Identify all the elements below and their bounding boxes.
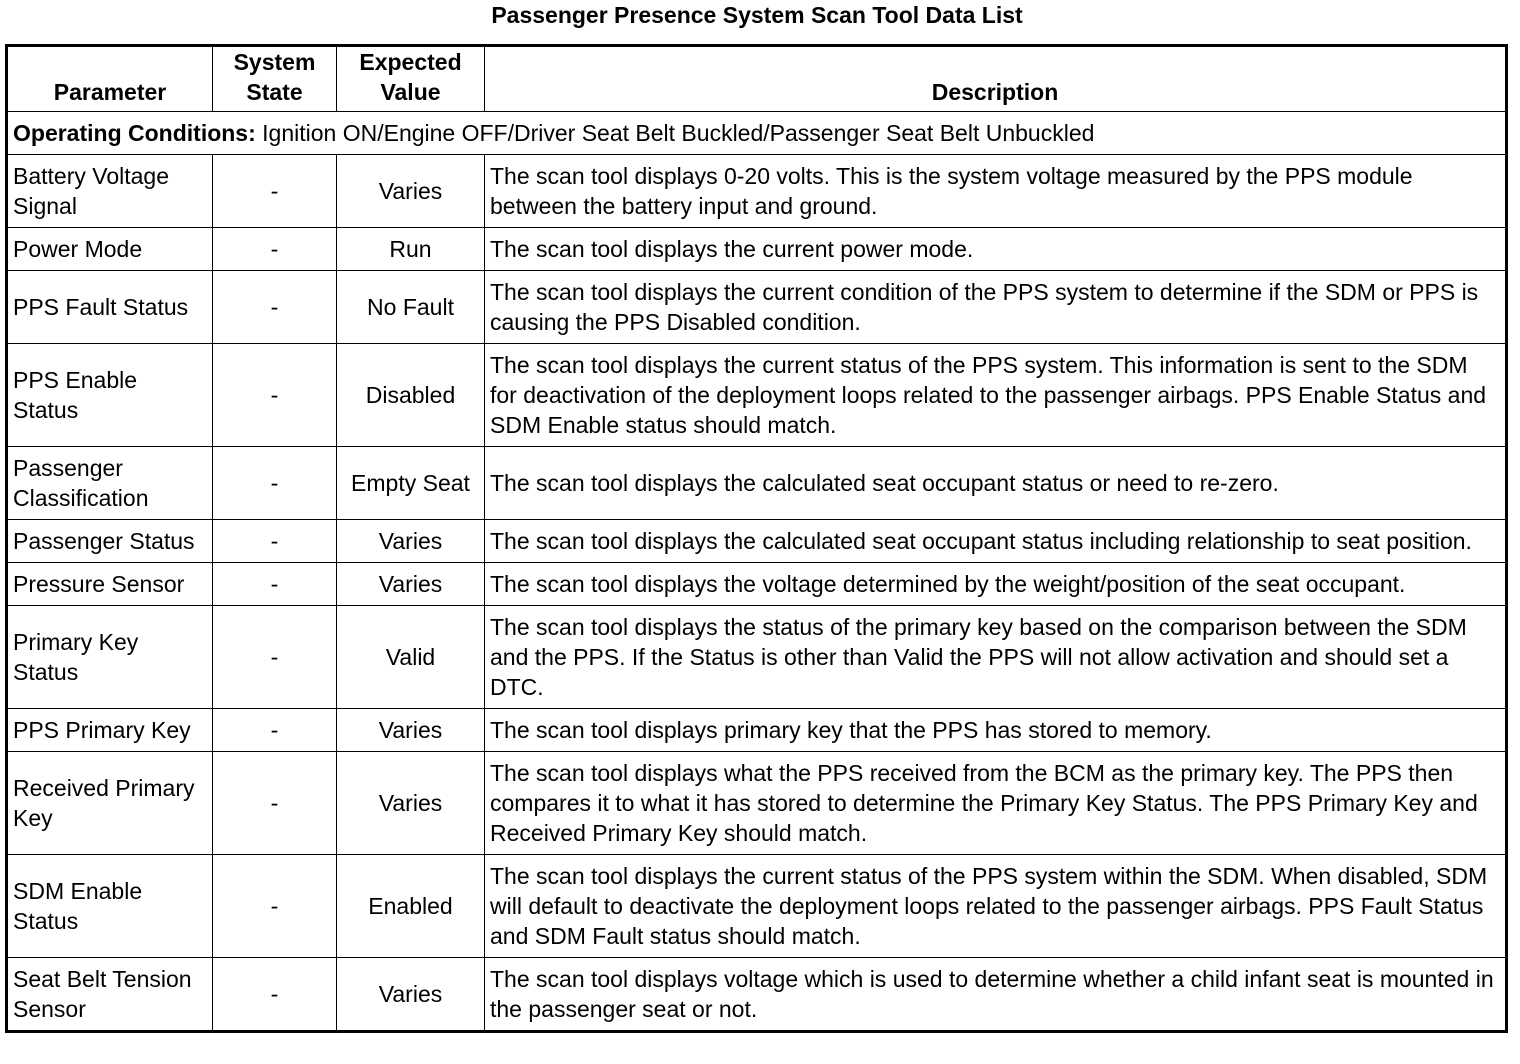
header-system-state	[213, 46, 337, 112]
description-cell: The scan tool displays voltage which is used to determine whether a child infant seat is mounted in the passenger seat or not.	[485, 958, 1507, 1032]
description-cell: The scan tool displays the current power mode.	[485, 228, 1507, 271]
operating-conditions-text: Ignition ON/Engine OFF/Driver Seat Belt Buckled/Passenger Seat Belt Unbuckled	[255, 120, 1095, 146]
expected-value-cell: Disabled	[337, 344, 485, 447]
description-cell: The scan tool displays what the PPS received from the BCM as the primary key. The PPS then compares it to what it has stored to determine the Primary Key Status. The PPS Primary Key and Received Primary Key should match.	[485, 752, 1507, 855]
description-cell: The scan tool displays primary key that the PPS has stored to memory.	[485, 709, 1507, 752]
table-row	[7, 447, 1507, 520]
scan-tool-data-table	[5, 44, 1508, 1033]
table-row	[7, 958, 1507, 1032]
table-row	[7, 709, 1507, 752]
description-cell: The scan tool displays the current status of the PPS system. This information is sent to the SDM for deactivation of the deployment loops related to the passenger airbags. PPS Enable Status and SDM Enable status should match.	[485, 344, 1507, 447]
operating-conditions-label: Operating Conditions:	[13, 120, 256, 146]
parameter-cell: Passenger Classification	[7, 447, 213, 520]
description-cell: The scan tool displays the calculated seat occupant status including relationship to seat position.	[485, 520, 1507, 563]
system-state-cell: -	[213, 271, 337, 344]
parameter-cell: Battery Voltage Signal	[7, 155, 213, 228]
table-row	[7, 155, 1507, 228]
table-row	[7, 344, 1507, 447]
table-row	[7, 563, 1507, 606]
system-state-cell: -	[213, 958, 337, 1032]
description-cell: The scan tool displays the status of the primary key based on the comparison between the SDM and the PPS. If the Status is other than Valid the PPS will not allow activation and should set a DTC.	[485, 606, 1507, 709]
expected-value-cell: Empty Seat	[337, 447, 485, 520]
description-cell: The scan tool displays the voltage determined by the weight/position of the seat occupant.	[485, 563, 1507, 606]
system-state-cell: -	[213, 563, 337, 606]
expected-value-cell: Varies	[337, 709, 485, 752]
system-state-cell: -	[213, 752, 337, 855]
parameter-cell: PPS Fault Status	[7, 271, 213, 344]
header-description	[485, 46, 1507, 112]
system-state-cell: -	[213, 447, 337, 520]
system-state-cell: -	[213, 228, 337, 271]
operating-conditions-row	[7, 112, 1507, 155]
parameter-cell: Pressure Sensor	[7, 563, 213, 606]
table-row	[7, 752, 1507, 855]
operating-conditions-cell	[7, 112, 1507, 155]
header-system-state-line2: State	[246, 79, 303, 105]
header-expected-value	[337, 46, 485, 112]
expected-value-cell: Run	[337, 228, 485, 271]
description-cell: The scan tool displays the calculated seat occupant status or need to re-zero.	[485, 447, 1507, 520]
system-state-cell: -	[213, 855, 337, 958]
expected-value-cell: Varies	[337, 520, 485, 563]
expected-value-cell: Varies	[337, 752, 485, 855]
table-row	[7, 520, 1507, 563]
parameter-cell: Power Mode	[7, 228, 213, 271]
header-parameter-label: Parameter	[53, 79, 167, 105]
header-expected-value-line1: Expected	[359, 49, 462, 75]
header-description-label: Description	[931, 79, 1059, 105]
parameter-cell: Seat Belt Tension Sensor	[7, 958, 213, 1032]
header-system-state-line1: System	[233, 49, 316, 75]
header-expected-value-line2: Value	[380, 79, 441, 105]
expected-value-cell: Varies	[337, 155, 485, 228]
parameter-cell: Primary Key Status	[7, 606, 213, 709]
system-state-cell: -	[213, 155, 337, 228]
parameter-cell: PPS Enable Status	[7, 344, 213, 447]
system-state-cell: -	[213, 606, 337, 709]
system-state-cell: -	[213, 344, 337, 447]
system-state-cell: -	[213, 520, 337, 563]
table-row	[7, 606, 1507, 709]
expected-value-cell: Valid	[337, 606, 485, 709]
parameter-cell: Received Primary Key	[7, 752, 213, 855]
description-cell: The scan tool displays 0-20 volts. This is the system voltage measured by the PPS module between the battery input and ground.	[485, 155, 1507, 228]
table-row	[7, 228, 1507, 271]
expected-value-cell: Varies	[337, 958, 485, 1032]
table-row	[7, 271, 1507, 344]
table-header-row	[7, 46, 1507, 112]
parameter-cell: Passenger Status	[7, 520, 213, 563]
expected-value-cell: No Fault	[337, 271, 485, 344]
system-state-cell: -	[213, 709, 337, 752]
parameter-cell: PPS Primary Key	[7, 709, 213, 752]
page-title: Passenger Presence System Scan Tool Data List	[491, 2, 1023, 28]
description-cell: The scan tool displays the current condition of the PPS system to determine if the SDM or PPS is causing the PPS Disabled condition.	[485, 271, 1507, 344]
table-row	[7, 855, 1507, 958]
parameter-cell: SDM Enable Status	[7, 855, 213, 958]
header-parameter	[7, 46, 213, 112]
expected-value-cell: Varies	[337, 563, 485, 606]
expected-value-cell: Enabled	[337, 855, 485, 958]
description-cell: The scan tool displays the current status of the PPS system within the SDM. When disabled, SDM will default to deactivate the deployment loops related to the passenger airbags. PPS Fault Status and SDM Fault status should match.	[485, 855, 1507, 958]
